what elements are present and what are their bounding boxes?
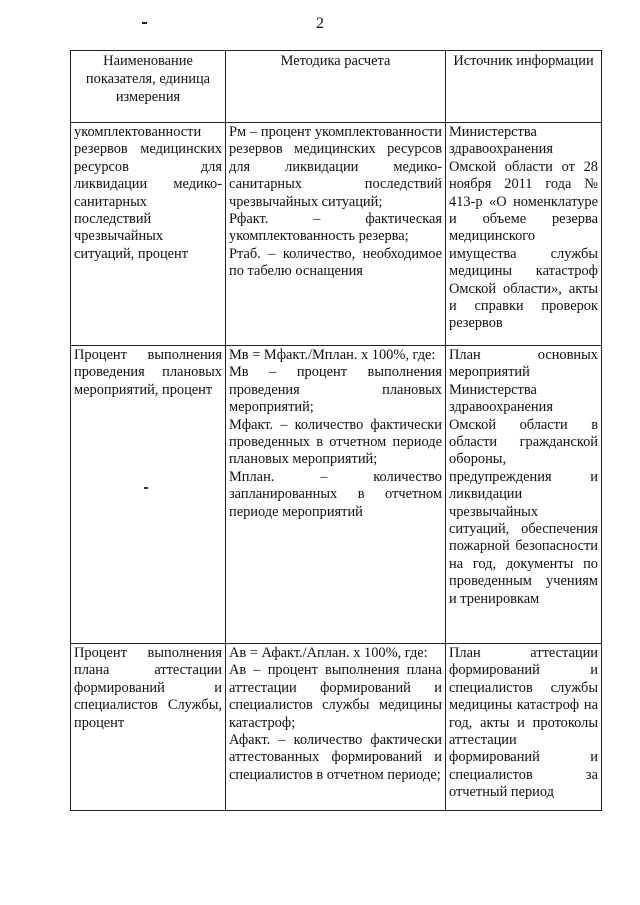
header-source: Источник информации	[446, 51, 602, 123]
table-row	[71, 644, 602, 811]
method-line: Рфакт. – фактическая укомплектованность резерва;	[229, 211, 442, 245]
source-text: План аттестации формирований и специалистов службы медицины катастроф на год, акты и протоколы аттестации формирований и специалистов за отчетный период	[449, 645, 598, 801]
indicator-text: Процент выполнения проведения плановых мероприятий, процент	[74, 347, 222, 398]
method-line: Мфакт. – количество фактически проведенных в отчетном периоде плановых мероприятий;	[229, 416, 442, 468]
source-cell	[446, 123, 602, 346]
indicator-text: укомплектованности резервов медицинских ресурсов для ликвидации медико-санитарных последствий чрезвычайных ситуаций, процент	[74, 124, 222, 262]
header-indicator: Наименование показателя, единица измерения	[71, 51, 226, 123]
source-text: План основных мероприятий Министерства здравоохранения Омской области в области гражданской обороны, предупреждения и ликвидации чрезвычайных ситуаций, обеспечения пожарной безопасности на год, документы по проведенным учениям и тренировкам	[449, 347, 598, 607]
scan-mark	[142, 22, 147, 24]
indicator-cell	[71, 346, 226, 644]
method-line: Мв = Мфакт./Мплан. х 100%, где:	[229, 347, 436, 363]
indicators-table	[70, 50, 602, 811]
method-line: Рм – процент укомплектованности резервов медицинских ресурсов для ликвидации медико-санитарных последствий чрезвычайных ситуаций;	[229, 124, 442, 210]
table-row	[71, 346, 602, 644]
indicator-cell	[71, 644, 226, 811]
source-cell	[446, 346, 602, 644]
indicator-text: Процент выполнения плана аттестации формирований и специалистов Службы, процент	[74, 645, 222, 731]
table-header-row	[71, 51, 602, 123]
method-line: Мплан. – количество запланированных в отчетном периоде мероприятий	[229, 468, 442, 520]
method-cell	[226, 644, 446, 811]
method-cell	[226, 123, 446, 346]
method-line: Афакт. – количество фактически аттестованных формирований и специалистов в отчетном периоде;	[229, 732, 442, 783]
header-method: Методика расчета	[226, 51, 446, 123]
method-cell	[226, 346, 446, 644]
method-line: Ртаб. – количество, необходимое по табелю оснащения	[229, 245, 442, 280]
method-line: Мв – процент выполнения проведения плановых мероприятий;	[229, 364, 442, 416]
indicator-cell	[71, 123, 226, 346]
table-row	[71, 123, 602, 346]
source-text: Министерства здравоохранения Омской области от 28 ноября 2011 года № 413-р «О номенклатуре и объеме резерва медицинского имущества службы медицины катастроф Омской области», акты и справки проверок резервов	[449, 124, 598, 332]
source-cell	[446, 644, 602, 811]
method-line: Ав = Афакт./Аплан. х 100%, где:	[229, 645, 428, 661]
page-number: 2	[316, 15, 324, 32]
method-line: Ав – процент выполнения плана аттестации формирований и специалистов службы медицины катастроф;	[229, 662, 442, 731]
